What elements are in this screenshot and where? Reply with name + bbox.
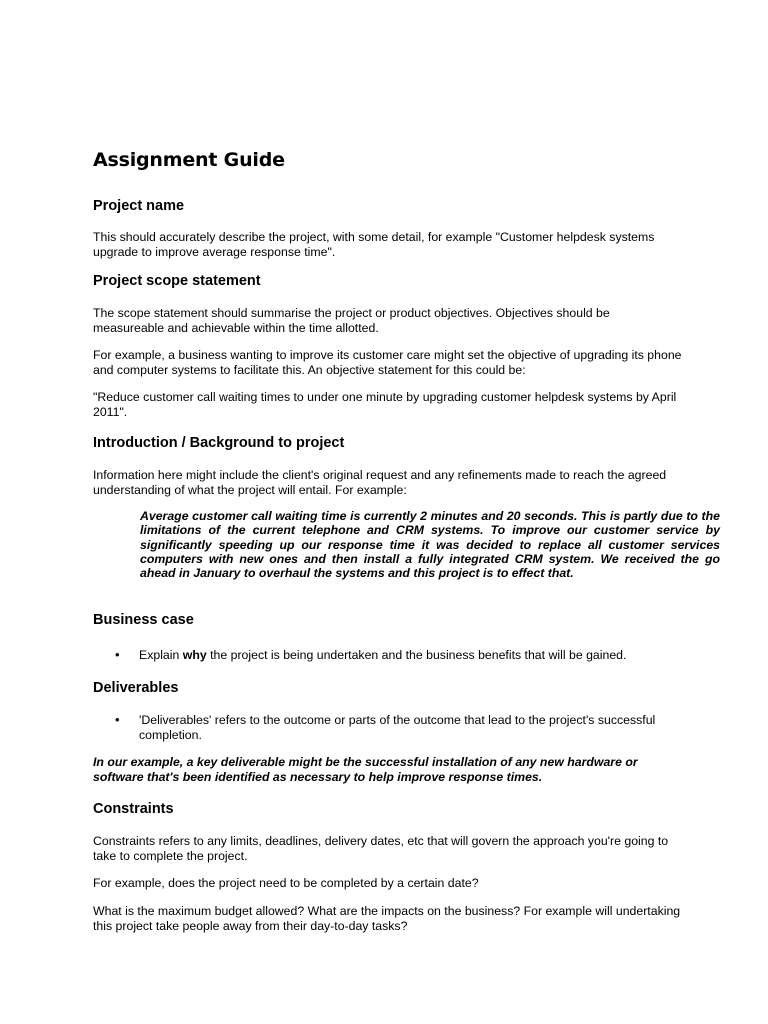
scope-paragraph-2: For example, a business wanting to improve its customer care might set the objective of upgrading its phone and computer systems to facilitate this. An objective statement for this could be: <box>93 348 682 377</box>
scope-paragraph-1: The scope statement should summarise the project or product objectives. Objectives should be measureable and achievable within the time allotted. <box>93 306 610 335</box>
scope-paragraph-3: "Reduce customer call waiting times to under one minute by upgrading customer helpdesk systems by April 2011". <box>93 390 677 419</box>
bullet-emphasis-why: why <box>182 648 207 662</box>
deliverables-bullet <box>115 713 683 742</box>
project-name-paragraph: This should accurately describe the project, with some detail, for example "Customer helpdesk systems upgrade to improve average response time". <box>93 230 655 259</box>
heading-project-name: Project name <box>93 198 185 214</box>
constraints-paragraph-1: Constraints refers to any limits, deadlines, delivery dates, etc that will govern the approach you're going to take to complete the project. <box>93 834 669 863</box>
bullet-marker: • <box>115 647 120 662</box>
intro-example-quote: Average customer call waiting time is currently 2 minutes and 20 seconds. This is partly due to the limitations of the current telephone and CRM systems. To improve our customer service by significantly speeding up our response time it was decided to replace all customer services computers with new ones and then install a fully integrated CRM system. We received the go ahead in January to overhaul the systems and this project is to effect that. <box>140 509 720 581</box>
business-case-bullet-text <box>139 648 683 663</box>
heading-introduction: Introduction / Background to project <box>93 435 345 451</box>
deliverables-example: In our example, a key deliverable might be the successful installation of any new hardware or software that's been identified as necessary to help improve response times. <box>93 755 638 784</box>
bullet-text-start: Explain <box>139 648 183 662</box>
document-page <box>93 0 720 1024</box>
intro-paragraph: Information here might include the client's original request and any refinements made to reach the agreed understanding of what the project will entail. For example: <box>93 468 667 497</box>
heading-deliverables: Deliverables <box>93 680 179 696</box>
constraints-paragraph-3: What is the maximum budget allowed? What are the impacts on the business? For example will undertaking this project take people away from their day-to-day tasks? <box>93 904 681 933</box>
heading-project-scope: Project scope statement <box>93 273 261 289</box>
heading-business-case: Business case <box>93 612 194 628</box>
heading-constraints: Constraints <box>93 801 174 817</box>
business-case-bullet <box>115 648 683 663</box>
bullet-text-end: the project is being undertaken and the business benefits that will be gained. <box>206 648 627 662</box>
document-title: Assignment Guide <box>93 149 285 171</box>
constraints-paragraph-2: For example, does the project need to be completed by a certain date? <box>93 876 479 890</box>
deliverables-bullet-text: 'Deliverables' refers to the outcome or parts of the outcome that lead to the project's successful completion. <box>139 713 656 742</box>
bullet-marker: • <box>115 712 120 727</box>
